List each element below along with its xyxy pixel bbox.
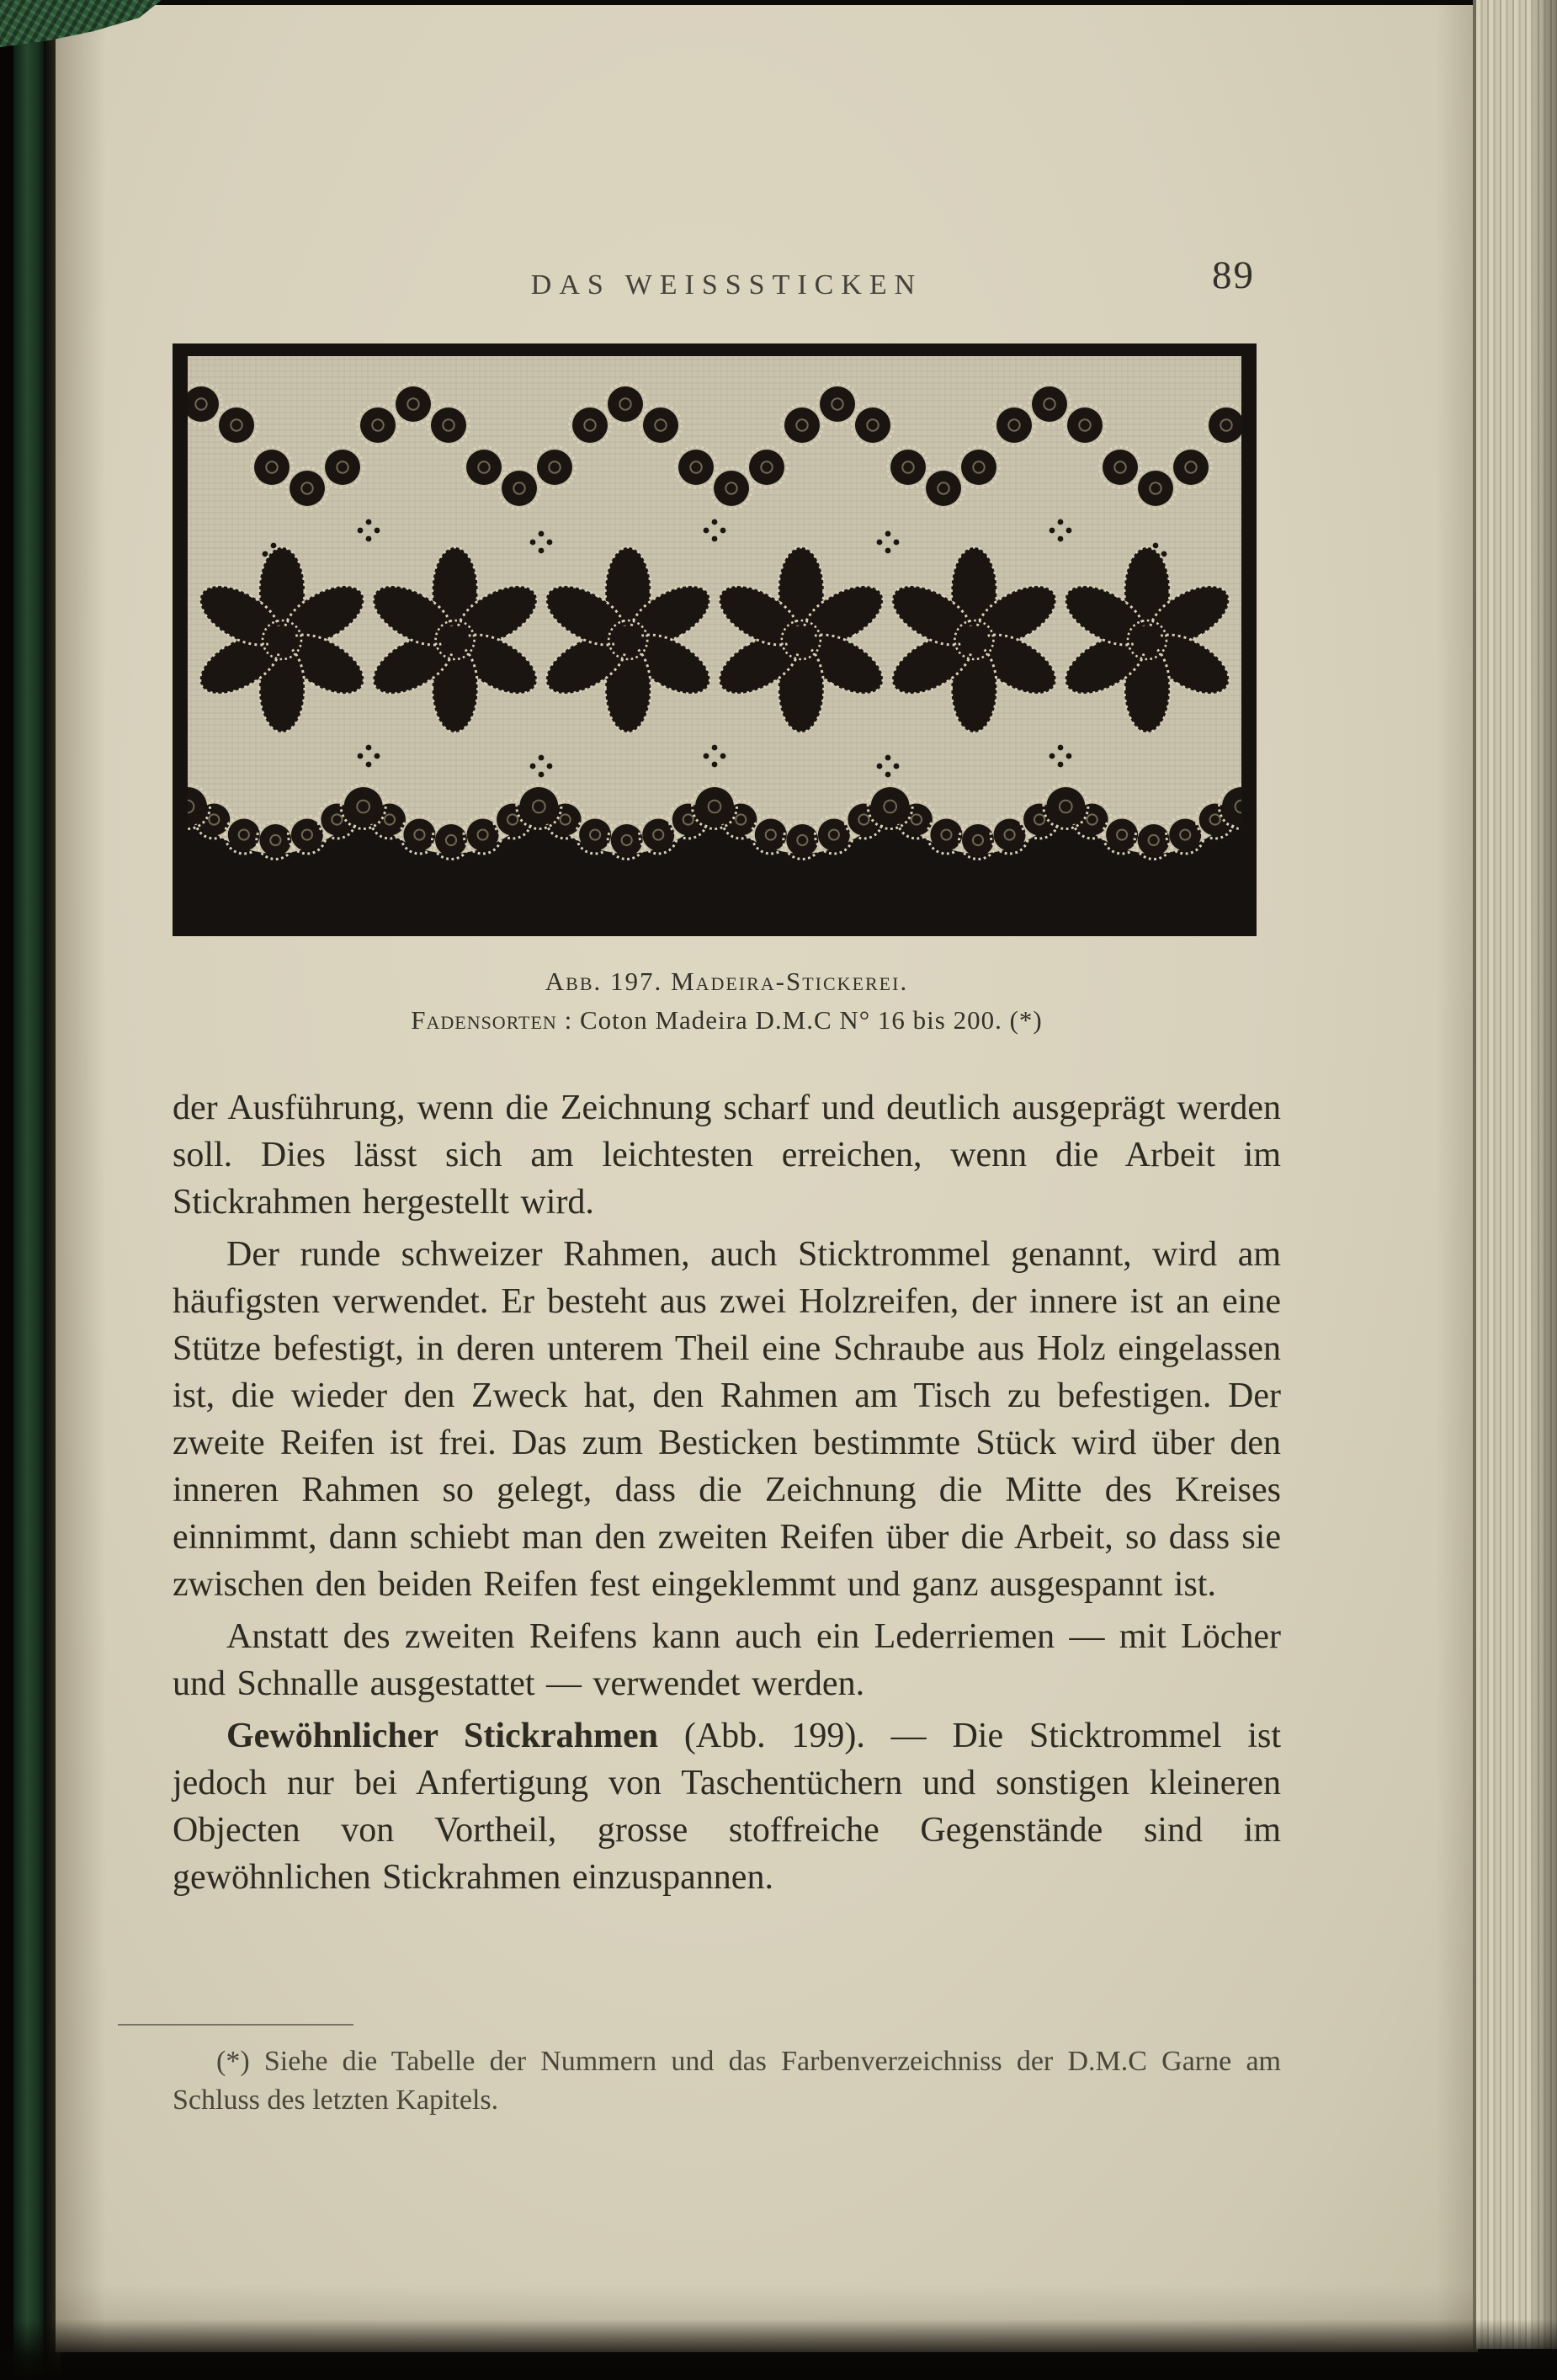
- paragraph-lead-bold: Gewöhnlicher Stickrahmen: [226, 1717, 659, 1755]
- figure-caption-title: Abb. 197. Madeira-Stickerei.: [545, 966, 909, 996]
- embroidery-image: [173, 343, 1257, 936]
- running-header: DAS WEISSSTICKEN: [530, 269, 923, 301]
- paragraph: der Ausführung, wenn die Zeichnung scharf und deutlich ausgeprägt werden soll. Dies lässt sich am leichtesten erreichen, wenn die Arbeit im Stickrahmen hergestellt wird.: [173, 1089, 1281, 1222]
- paragraph-text: (Abb. 199). — Die Sticktrommel ist jedoch nur bei Anfertigung von Taschentüchern und sonstigen kleineren Objecten von Vortheil, grosse stoffreiche Gegenstände sind im gewöhnlichen Stickrahmen einzuspannen.: [173, 1717, 1281, 1897]
- book-page: [56, 5, 1478, 2352]
- embroidery-figure: [173, 343, 1257, 936]
- footnote: (*) Siehe die Tabelle der Nummern und das Farbenverzeichniss der D.M.C Garne am Schluss des letzten Kapitels.: [173, 2046, 1281, 2116]
- page-number: 89: [1212, 253, 1255, 297]
- binding-strip: [13, 0, 44, 2380]
- binding-edge: [0, 0, 13, 2380]
- footnote-rule: [118, 2024, 353, 2026]
- caption-label: Fadensorten :: [411, 1005, 573, 1035]
- paragraph: [173, 1712, 1281, 1901]
- body-text: [173, 1084, 1281, 1901]
- paragraph: Anstatt des zweiten Reifens kann auch ein Lederriemen — mit Löcher und Schnalle ausgestattet — verwendet werden.: [173, 1617, 1281, 1703]
- caption-text: Coton Madeira D.M.C N° 16 bis 200. (*): [579, 1005, 1043, 1035]
- bottom-shadow: [0, 2319, 1557, 2380]
- paragraph: Der runde schweizer Rahmen, auch Sticktrommel genannt, wird am häufigsten verwendet. Er besteht aus zwei Holzreifen, der innere ist an eine Stütze befestigt, in deren unterem Theil eine Schraube aus Holz eingelassen ist, die wieder den Zweck hat, den Rahmen am Tisch zu befestigen. Der zweite Reifen ist frei. Das zum Besticken bestimmte Stück wird über den inneren Rahmen so gelegt, dass die Zeichnung die Mitte des Kreises einnimmt, dann schiebt man den zweiten Reifen über die Arbeit, so dass sie zwischen den beiden Reifen fest eingeklemmt und ganz ausgespannt ist.: [173, 1235, 1281, 1604]
- figure-caption-materials: [173, 1005, 1281, 1036]
- page-edge-stack: [1473, 0, 1557, 2349]
